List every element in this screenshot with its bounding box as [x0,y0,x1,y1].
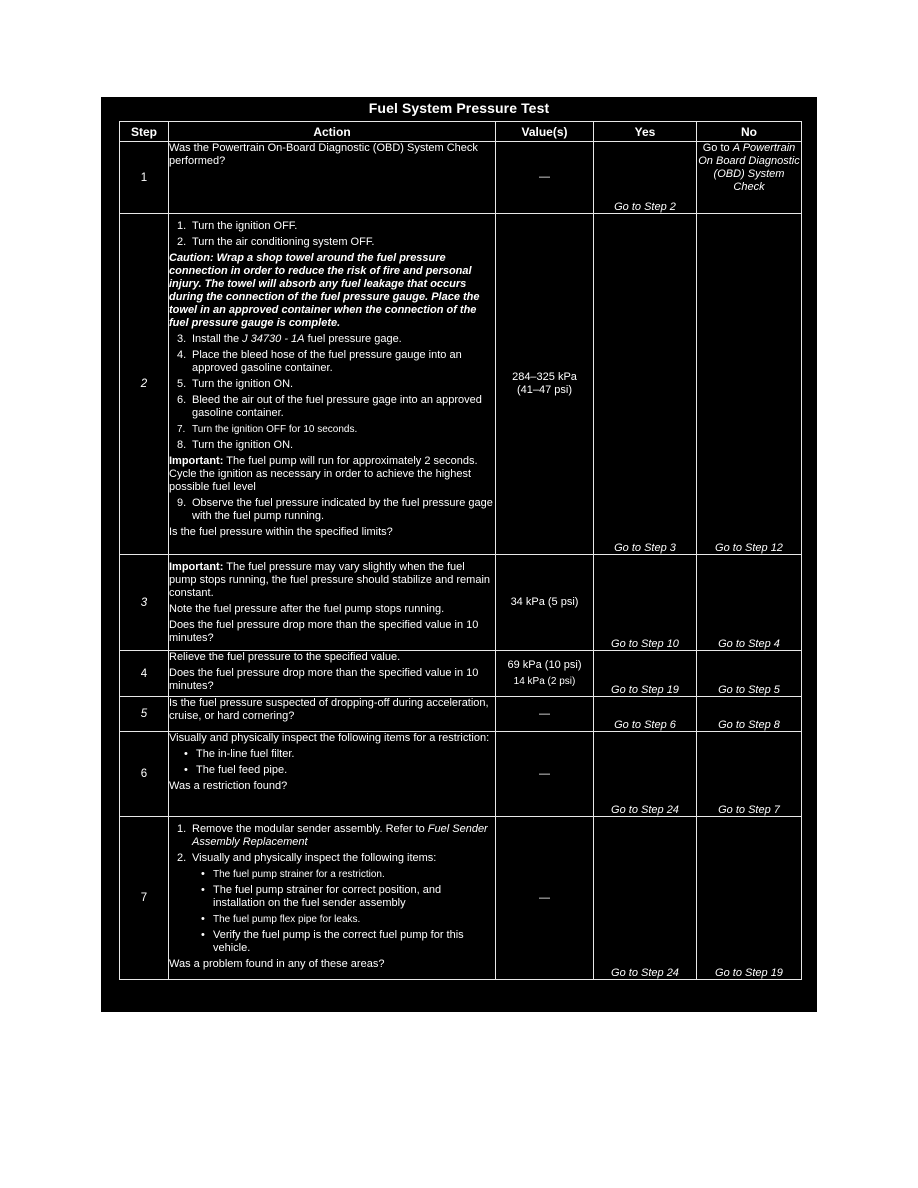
list-item: 4. Place the bleed hose of the fuel pressure gauge into an approved gasoline container. [177,349,462,374]
no-link[interactable]: Go to Step 8 [697,697,802,732]
table-row [120,142,802,214]
value-cell: — [496,142,594,214]
table-row [120,697,802,732]
list-item: 2. Visually and physically inspect the following items: [177,852,437,864]
instruction: Visually and physically inspect the following items for a restriction: [169,732,490,744]
list-item: 8. Turn the ignition ON. [177,439,294,451]
table-row [120,214,802,555]
yes-link[interactable]: Go to Step 19 [594,651,697,697]
question: Is the fuel pressure suspected of dropping-off during acceleration, cruise, or hard cornering? [169,697,489,722]
step-number: 2 [120,214,169,555]
bullet-item: • The fuel pump flex pipe for leaks. [201,913,361,925]
value-cell: — [496,732,594,817]
no-link[interactable] [697,142,802,214]
action-cell [169,732,496,817]
bullet-item: • The fuel feed pipe. [184,764,288,776]
yes-link[interactable]: Go to Step 2 [594,142,697,214]
bullet-item: • The fuel pump strainer for correct position, and installation on the fuel sender assembly [201,884,442,909]
step-number: 7 [120,817,169,980]
header-step: Step [120,122,169,142]
value-cell: 284–325 kPa (41–47 psi) [496,214,594,555]
no-prefix: Go to [702,142,733,154]
bullet-item: • The in-line fuel filter. [184,748,295,760]
yes-link[interactable]: Go to Step 24 [594,817,697,980]
no-link[interactable]: Go to Step 7 [697,732,802,817]
question: Does the fuel pressure drop more than the specified value in 10 minutes? [169,667,479,692]
question: Does the fuel pressure drop more than the specified value in 10 minutes? [169,619,479,644]
value-cell: 34 kPa (5 psi) [496,555,594,651]
important-note: Important: The fuel pressure may vary slightly when the fuel pump stops running, the fuel pressure should stabilize and remain constant. [169,561,491,599]
yes-link[interactable]: Go to Step 6 [594,697,697,732]
table-row [120,732,802,817]
question: Was a restriction found? [169,780,288,792]
table-title: Fuel System Pressure Test [368,100,550,116]
list-item: 9. Observe the fuel pressure indicated by the fuel pressure gage with the fuel pump running. [177,497,493,522]
question: Was a problem found in any of these areas? [169,958,385,970]
action-cell [169,214,496,555]
document-page [101,97,817,1012]
list-item: 1. Remove the modular sender assembly. Refer to Fuel Sender Assembly Replacement [177,823,488,848]
list-item: 2. Turn the air conditioning system OFF. [177,236,375,248]
action-cell [169,697,496,732]
value-cell: — [496,817,594,980]
list-item: 7. Turn the ignition OFF for 10 seconds. [177,424,358,435]
bullet-item: • The fuel pump strainer for a restriction. [201,868,385,880]
action-cell [169,142,496,214]
list-item: 1. Turn the ignition OFF. [177,220,298,232]
diagnostic-table [119,121,802,980]
step-number: 4 [120,651,169,697]
step-number: 3 [120,555,169,651]
header-yes: Yes [594,122,697,142]
step-number: 1 [120,142,169,214]
header-action: Action [169,122,496,142]
yes-link[interactable]: Go to Step 10 [594,555,697,651]
list-item: 3. Install the J 34730 - 1A fuel pressure gage. [177,333,402,345]
table-row [120,651,802,697]
table-row [120,555,802,651]
no-link[interactable]: Go to Step 19 [697,817,802,980]
list-item: 6. Bleed the air out of the fuel pressure gage into an approved gasoline container. [177,394,482,419]
table-row [120,817,802,980]
header-values: Value(s) [496,122,594,142]
action-cell [169,817,496,980]
no-link-text[interactable]: A Powertrain On Board Diagnostic (OBD) System Check [698,142,800,193]
important-note: Important: The fuel pump will run for approximately 2 seconds. Cycle the ignition as necessary in order to achieve the highest possible fuel level [169,455,478,493]
tool-link[interactable]: J 34730 - 1A [242,333,305,345]
fuel-sender-link[interactable]: Fuel Sender Assembly Replacement [192,823,488,848]
no-link[interactable]: Go to Step 5 [697,651,802,697]
no-link[interactable]: Go to Step 4 [697,555,802,651]
header-no: No [697,122,802,142]
question: Was the Powertrain On-Board Diagnostic (OBD) System Check performed? [169,142,478,167]
value-cell: — [496,697,594,732]
note: Note the fuel pressure after the fuel pump stops running. [169,603,445,615]
bullet-item: • Verify the fuel pump is the correct fuel pump for this vehicle. [201,929,464,954]
value-cell: 69 kPa (10 psi) 14 kPa (2 psi) [496,651,594,697]
instruction: Relieve the fuel pressure to the specified value. [169,651,401,663]
no-link[interactable]: Go to Step 12 [697,214,802,555]
header-row [120,122,802,142]
action-cell [169,651,496,697]
yes-link[interactable]: Go to Step 24 [594,732,697,817]
list-item: 5. Turn the ignition ON. [177,378,294,390]
action-cell [169,555,496,651]
question: Is the fuel pressure within the specified limits? [169,526,393,538]
step-number: 5 [120,697,169,732]
step-number: 6 [120,732,169,817]
caution-note: Caution: Wrap a shop towel around the fuel pressure connection in order to reduce the risk of fire and personal injury. The towel will absorb any fuel leakage that occurs during the connection of the fuel pressure gauge. Place the towel in an approved container when the connection of the fuel pressure gauge is complete. [169,252,480,329]
yes-link[interactable]: Go to Step 3 [594,214,697,555]
